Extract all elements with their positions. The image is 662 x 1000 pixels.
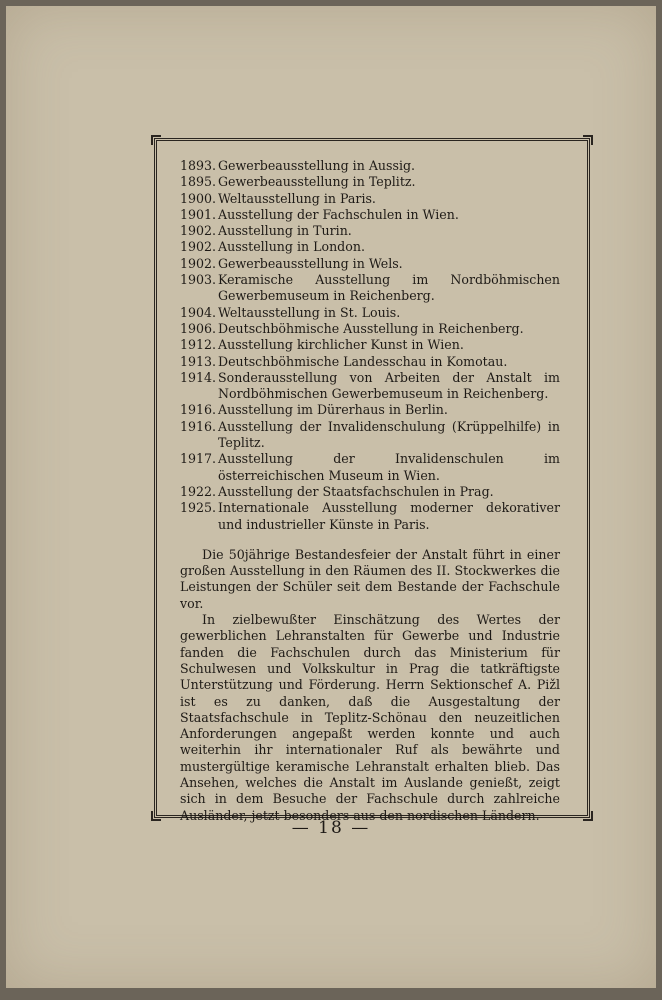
exhibition-entry	[180, 354, 560, 370]
entry-year: 1906.	[180, 320, 217, 336]
entry-text: Gewerbeausstellung in Teplitz.	[218, 174, 416, 190]
entry-year: 1917.	[180, 451, 217, 467]
entry-year: 1914.	[180, 369, 217, 385]
entry-year: 1902.	[180, 223, 217, 239]
page-number: — 18 —	[291, 818, 371, 838]
entry-year: 1895.	[180, 174, 217, 190]
entry-text: Internationale Ausstellung moderner dekorativer und industrieller Künste in Paris.	[218, 500, 560, 532]
entry-year: 1893.	[180, 158, 217, 173]
paragraph-ministry: In zielbewußter Einschätzung des Wertes der gewerblichen Lehranstalten für Gewerbe und Industrie fanden die Fachschulen durch das Ministerium für Schulwesen und Volkskultur in Prag die tatkräftigste Unterstützung und Förderung. Herrn Sektionschef A. Pižl ist es zu danken, daß die Ausgestaltung der Staatsfachschule in Teplitz-Schönau den neuzeitlichen Anforderungen angepaßt werden konnte und auch weiterhin ihr internationaler Ruf als bewährte und mustergültige keramische Lehranstalt erhalten blieb. Das Ansehen, welches die Anstalt im Auslande genießt, zeigt sich in dem Besuche der Fachschule durch zahlreiche Ausländer, jetzt besonders aus den nordischen Ländern.	[180, 612, 560, 823]
entry-text: Ausstellung der Staatsfachschulen in Prag.	[218, 483, 494, 499]
entry-year: 1902.	[180, 255, 217, 271]
entry-year: 1913.	[180, 353, 217, 369]
entry-year: 1925.	[180, 500, 217, 516]
exhibition-entry	[180, 239, 560, 255]
entry-text: Gewerbeausstellung in Aussig.	[218, 158, 416, 173]
exhibition-entry	[180, 402, 560, 418]
paragraph-anniversary: Die 50jährige Bestandesfeier der Anstalt führt in einer großen Ausstellung in den Räumen des II. Stockwerkes die Leistungen der Schüler seit dem Bestande der Fachschule vor.	[180, 546, 560, 611]
exhibition-entry	[180, 256, 560, 272]
page-content	[180, 158, 560, 824]
entry-text: Ausstellung in Turin.	[218, 223, 352, 239]
exhibition-entry	[180, 207, 560, 223]
entry-text: Sonderausstellung von Arbeiten der Anstalt im Nordböhmischen Gewerbemuseum in Reichenberg.	[218, 369, 560, 402]
exhibition-entry	[180, 451, 560, 484]
entry-year: 1904.	[180, 304, 217, 320]
frame-corner-ornament	[583, 135, 593, 145]
entry-text: Ausstellung der Fachschulen in Wien.	[218, 206, 459, 222]
entry-text: Gewerbeausstellung in Wels.	[218, 255, 403, 271]
exhibition-entry	[180, 337, 560, 353]
entry-year: 1916.	[180, 418, 217, 434]
exhibition-entry	[180, 370, 560, 403]
frame-corner-ornament	[151, 135, 161, 145]
exhibition-entry	[180, 419, 560, 452]
exhibition-entry	[180, 305, 560, 321]
entry-year: 1901.	[180, 206, 217, 222]
exhibition-entry	[180, 321, 560, 337]
entry-text: Deutschböhmische Ausstellung in Reichenberg.	[218, 320, 524, 336]
exhibition-entry	[180, 500, 560, 533]
exhibition-entry	[180, 191, 560, 207]
entry-text: Weltausstellung in St. Louis.	[218, 304, 401, 320]
exhibition-entry	[180, 272, 560, 305]
entry-text: Keramische Ausstellung im Nordböhmischen Gewerbemuseum in Reichenberg.	[218, 272, 560, 304]
entry-year: 1912.	[180, 337, 217, 353]
entry-text: Ausstellung der Invalidenschulung (Krüppelhilfe) in Teplitz.	[218, 418, 560, 451]
entry-text: Ausstellung der Invalidenschulen im österreichischen Museum in Wien.	[218, 451, 560, 483]
entry-text: Ausstellung in London.	[218, 239, 365, 255]
exhibition-entry	[180, 223, 560, 239]
entry-year: 1902.	[180, 239, 217, 255]
entry-text: Deutschböhmische Landesschau in Komotau.	[218, 353, 508, 369]
exhibition-entry	[180, 158, 560, 174]
exhibition-list	[180, 158, 560, 533]
entry-year: 1922.	[180, 483, 217, 499]
entry-text: Ausstellung kirchlicher Kunst in Wien.	[218, 337, 464, 353]
entry-year: 1900.	[180, 190, 217, 206]
entry-text: Weltausstellung in Paris.	[218, 190, 376, 206]
exhibition-entry	[180, 174, 560, 190]
entry-text: Ausstellung im Dürerhaus in Berlin.	[218, 402, 448, 418]
exhibition-entry	[180, 484, 560, 500]
entry-year: 1916.	[180, 402, 217, 418]
entry-year: 1903.	[180, 272, 217, 288]
